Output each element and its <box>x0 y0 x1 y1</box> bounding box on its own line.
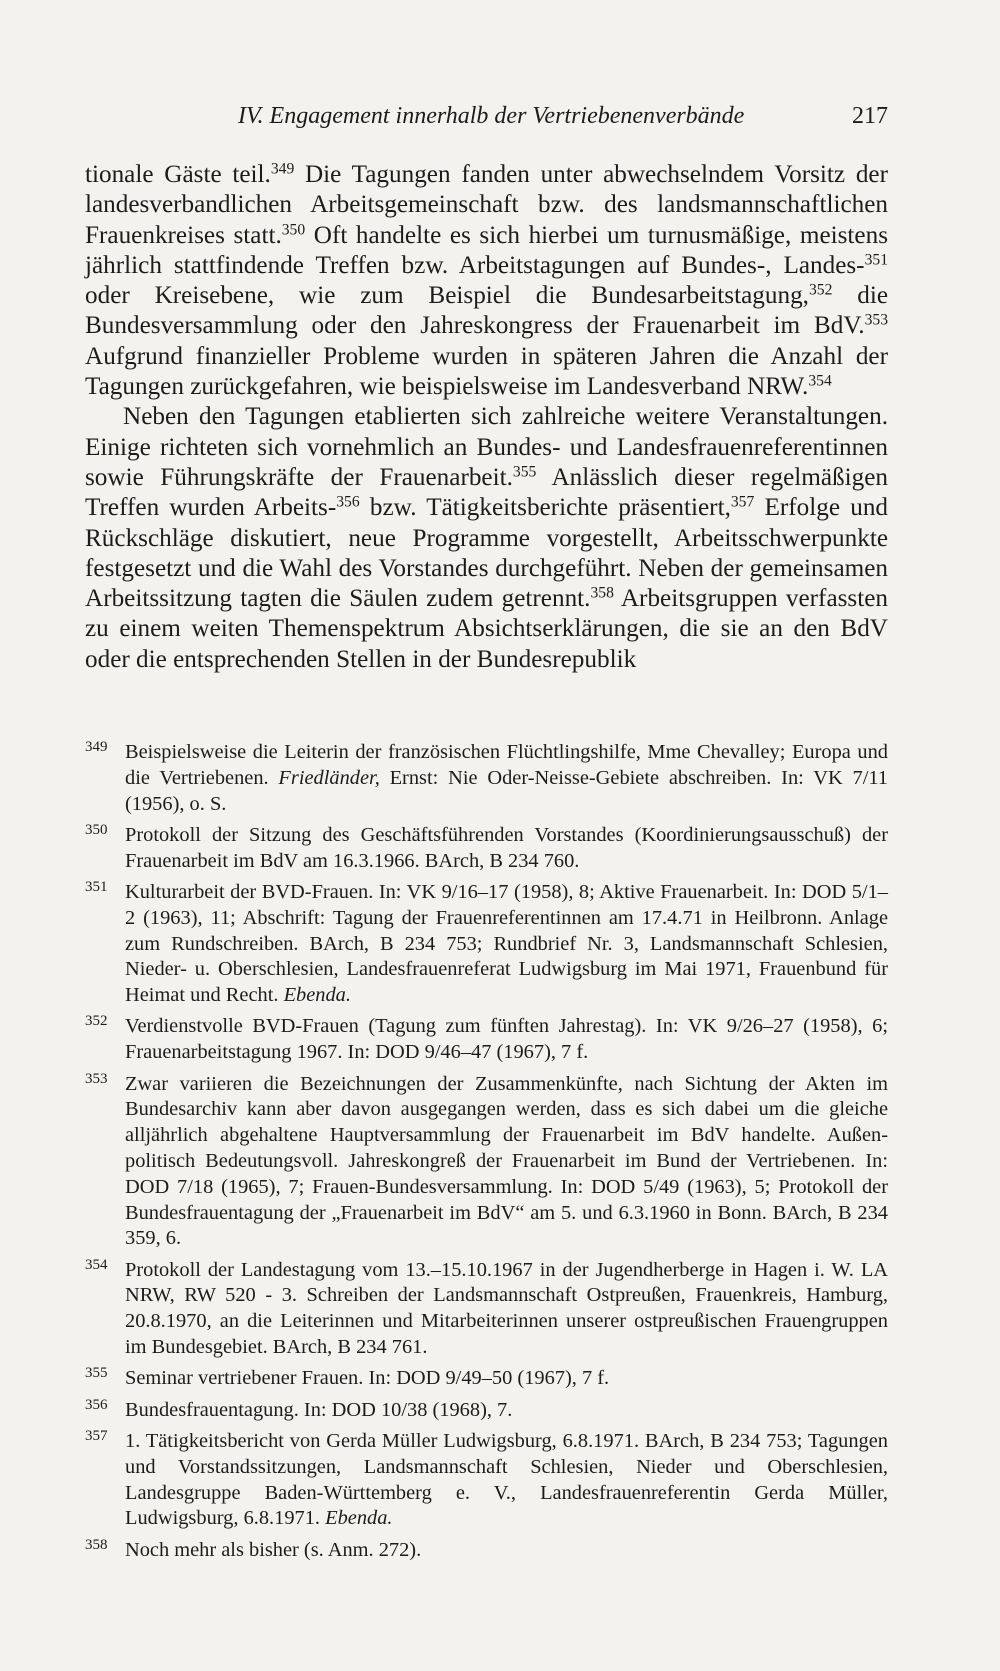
footnote-ref[interactable]: 358 <box>590 584 614 602</box>
footnote-ref[interactable]: 352 <box>808 281 833 299</box>
footnote-353 <box>85 1072 888 1253</box>
footnote-text: Protokoll der Sitzung des Geschäftsführenden Vorstandes (Koordinierungsausschuß) der Frauenarbeit im BdV am 16.3.1966. BArch, B 234 760. <box>125 823 888 872</box>
footnote-number: 350 <box>85 821 108 838</box>
footnote-ref[interactable]: 355 <box>512 463 537 481</box>
footnote-number: 349 <box>85 739 108 755</box>
footnote-349 <box>85 740 888 817</box>
footnote-number: 357 <box>85 1427 108 1444</box>
page-number: 217 <box>852 103 888 129</box>
text-segment: oder Kreisebene, wie zum Beispiel die Bundesarbeitstagung, <box>85 282 809 310</box>
footnote-text: Verdienstvolle BVD-Frauen (Tagung zum fünften Jahrestag). In: VK 9/26–27 (1958), 6; Frauenarbeitstagung 1967. In: DOD 9/46–47 (1967), 7 f. <box>125 1015 888 1064</box>
footnote-ebenda: Ebenda. <box>325 1507 393 1530</box>
footnote-358 <box>85 1538 888 1564</box>
text-segment: bzw. Tätigkeitsberichte präsentiert, <box>359 494 731 522</box>
footnote-number: 353 <box>85 1070 108 1087</box>
footnote-author: Friedländer, <box>278 766 380 789</box>
footnote-356 <box>85 1398 888 1424</box>
paragraph-1 <box>85 160 888 402</box>
text-segment: Aufgrund finanzieller Probleme wurden in späteren Jahren die Anzahl der Tagungen zurückgefahren, wie beispielsweise im Landesverband NRW. <box>85 342 888 401</box>
footnote-ebenda: Ebenda. <box>283 984 351 1007</box>
footnote-number: 355 <box>85 1365 108 1382</box>
text-segment: Anlässlich dieser regelmäßigen Treffen wurden Arbeits- <box>85 463 888 522</box>
main-text <box>85 160 888 675</box>
text-segment: Erfolge und Rückschläge diskutiert, neue Programme vorgestellt, Arbeitsschwerpunkte festgesetzt und die Wahl des Vorstandes durchgeführt. Neben der gemeinsamen Arbeitssitzung tagten die Säulen zudem getrennt. <box>85 494 889 613</box>
footnote-text: 1. Tätigkeitsbericht von Gerda Müller Ludwigsburg, 6.8.1971. BArch, B 234 753; Tagungen und Vorstandssitzungen, Landsmannschaft Schlesien, Nieder und Oberschlesien, Landesgruppe Baden-Württemberg e. V., Landesfrauenreferentin Gerda Müller, Ludwigsburg, 6.8.1971. <box>125 1429 888 1530</box>
footnote-357 <box>85 1429 888 1532</box>
footnote-ref[interactable]: 351 <box>864 251 888 269</box>
footnote-text: Kulturarbeit der BVD-Frauen. In: VK 9/16–17 (1958), 8; Aktive Frauenarbeit. In: DOD 5/1–2 (1963), 11; Abschrift: Tagung der Frauenreferentinnen am 17.4.71 in Heilbronn. Anlage zum Rundschreiben. BArch, B 234 753; Rundbrief Nr. 3, Landsmannschaft Schlesien, Nieder- u. Oberschlesien, Landesfrauenreferat Ludwigsburg im Mai 1971, Frauenbund für Heimat und Recht. <box>125 880 888 1007</box>
footnote-352 <box>85 1014 888 1066</box>
footnote-ref[interactable]: 357 <box>730 493 755 511</box>
footnotes-section <box>85 740 888 1569</box>
footnote-text: Seminar vertriebener Frauen. In: DOD 9/49–50 (1967), 7 f. <box>125 1367 610 1390</box>
paragraph-2 <box>85 402 888 675</box>
footnote-text: Beispielsweise die Leiterin der französischen Flüchtlingshilfe, Mme Chevalley; Europa und die Vertriebenen. <box>125 741 888 789</box>
footnote-ref[interactable]: 353 <box>864 311 888 329</box>
footnote-text: Protokoll der Landestagung vom 13.–15.10.1967 in der Jugendherberge in Hagen i. W. LA NRW, RW 520 - 3. Schreiben der Landsmannschaft Ostpreußen, Frauenkreis, Hamburg, 20.8.1970, an die Leiterinnen und Mitarbeiterinnen unserer ostpreußischen Frauengruppen im Bundesgebiet. BArch, B 234 761. <box>125 1258 888 1359</box>
footnote-355 <box>85 1366 888 1392</box>
text-segment: Neben den Tagungen etablierten sich zahlreiche weitere Veranstaltungen. Einige richteten sich vornehmlich an Bundes- und Landesfrauenreferentinnen sowie Führungskräfte der Frauenarbeit. <box>85 403 888 491</box>
footnote-351 <box>85 880 888 1009</box>
text-segment: Oft handelte es sich hierbei um turnusmäßige, meistens jährlich stattfindende Treffen bzw. Arbeitstagungen auf Bundes-, Landes- <box>85 221 888 279</box>
footnote-number: 356 <box>85 1396 108 1413</box>
footnote-text: Noch mehr als bisher (s. Anm. 272). <box>125 1538 422 1561</box>
text-segment: tionale Gäste teil. <box>85 161 271 188</box>
text-segment: die Bundesversammlung oder den Jahreskongress der Frauenarbeit im BdV. <box>85 282 888 340</box>
footnote-ref[interactable]: 356 <box>336 493 360 511</box>
running-title: IV. Engagement innerhalb der Vertriebenenverbände <box>238 103 745 129</box>
footnote-text: Zwar variieren die Bezeichnungen der Zusammenkünfte, nach Sichtung der Akten im Bundesarchiv kann aber davon ausgegangen werden, dass es sich dabei um die gleiche alljährlich abgehaltene Hauptversammlung der Frauenarbeit im BdV handelte. Außenpolitisch Bedeutungsvoll. Jahreskongreß der Frauenarbeit im Bund der Vertriebenen. In: DOD 7/18 (1965), 7; Frauen-Bundesversammlung. In: DOD 5/49 (1963), 5; Protokoll der Bundesfrauentagung der „Frauenarbeit im BdV“ am 5. und 6.3.1960 in Bonn. BArch, B 234 359, 6. <box>125 1072 888 1250</box>
footnote-number: 354 <box>85 1256 108 1273</box>
footnote-number: 351 <box>85 878 108 895</box>
footnote-ref[interactable]: 354 <box>808 372 832 390</box>
footnote-number: 358 <box>85 1536 108 1553</box>
footnote-354 <box>85 1258 888 1361</box>
footnote-text: Ernst: Nie Oder-Neisse-Gebiete abschreiben. In: VK 7/11 (1956), o. S. <box>125 766 888 815</box>
footnote-ref[interactable]: 349 <box>270 160 295 178</box>
footnote-350 <box>85 823 888 875</box>
footnote-number: 352 <box>85 1013 108 1030</box>
running-header <box>238 103 888 137</box>
footnote-ref[interactable]: 350 <box>281 221 306 239</box>
text-segment: Die Tagungen fanden unter abwechselndem Vorsitz der landesverbandlichen Arbeitsgemeinschaft bzw. des landsmannschaftlichen Frauenkreises statt. <box>85 161 888 249</box>
text-segment: Arbeitsgruppen verfassten zu einem weiten Themenspektrum Absichtserklärungen, die sie an den BdV oder die entsprechenden Stellen in der Bundesrepublik <box>85 585 888 673</box>
footnote-text: Bundesfrauentagung. In: DOD 10/38 (1968), 7. <box>125 1398 513 1421</box>
